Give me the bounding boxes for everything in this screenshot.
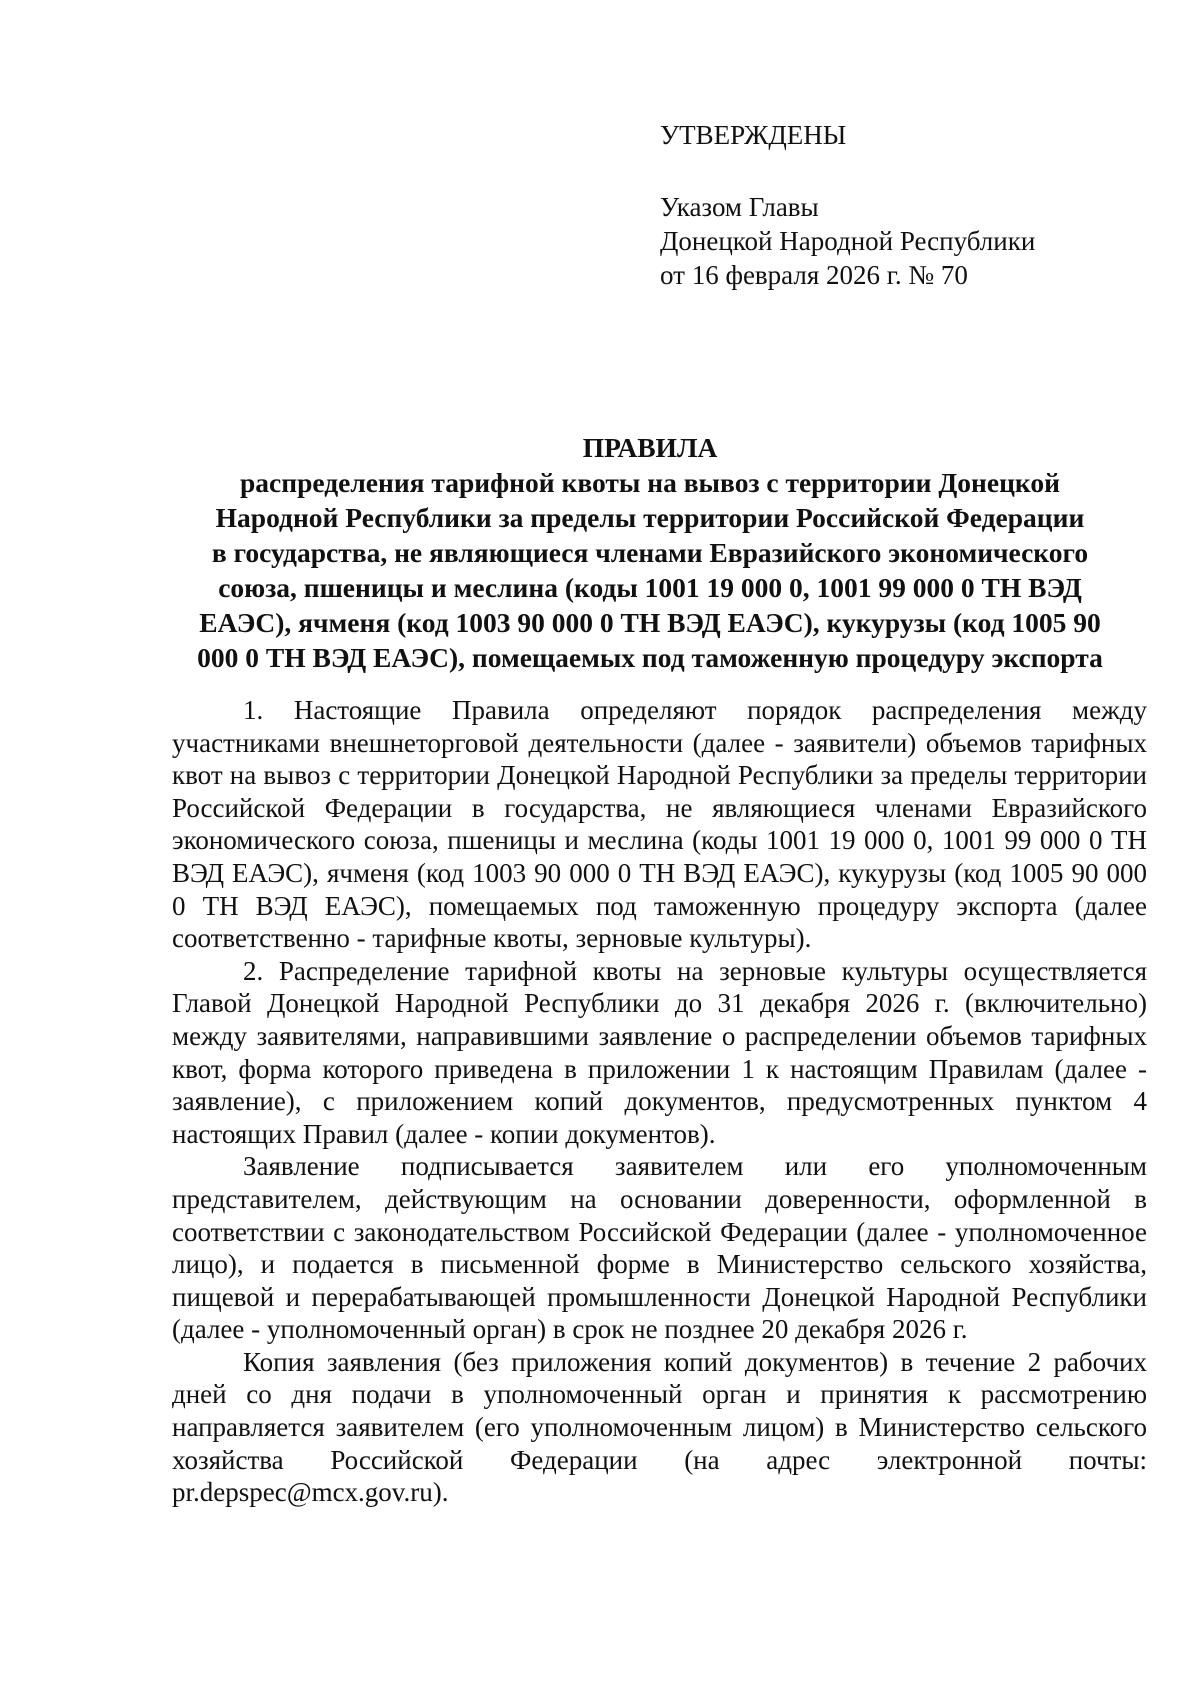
approved-label: УТВЕРЖДЕНЫ bbox=[660, 120, 847, 150]
decree-line: Указом Главы bbox=[660, 192, 819, 222]
title-line: Народной Республики за пределы территории Российской Федерации bbox=[215, 502, 1085, 533]
document-body bbox=[172, 694, 1147, 1509]
title-heading: ПРАВИЛА bbox=[582, 432, 718, 463]
decree-authority-line: Донецкой Народной Республики bbox=[660, 226, 1036, 256]
title-line: распределения тарифной квоты на вывоз с территории Донецкой bbox=[239, 467, 1060, 498]
paragraph-4: Копия заявления (без приложения копий документов) в течение 2 рабочих дней со дня подачи в уполномоченный орган и принятия к рассмотрению направляется заявителем (его уполномоченным лицом) в Министерство сельского хозяйства Российской Федерации (на адрес электронной почты: pr.depspec@mcx.gov.ru). bbox=[172, 1346, 1147, 1508]
document-title bbox=[150, 430, 1150, 675]
title-line: в государства, не являющиеся членами Евразийского экономического bbox=[211, 537, 1089, 568]
approval-stamp bbox=[660, 118, 1120, 292]
paragraph-1: 1. Настоящие Правила определяют порядок распределения между участниками внешнеторговой деятельности (далее - заявители) объемов тарифных квот на вывоз с территории Донецкой Народной Республики за пределы территории Российской Федерации в государства, не являющиеся членами Евразийского экономического союза, пшеницы и меслина (коды 1001 19 000 0, 1001 99 000 0 ТН ВЭД ЕАЭС), ячменя (код 1003 90 000 0 ТН ВЭД ЕАЭС), кукурузы (код 1005 90 000 0 ТН ВЭД ЕАЭС), помещаемых под таможенную процедуру экспорта (далее соответственно - тарифные квоты, зерновые культуры). bbox=[172, 695, 1147, 954]
decree-date-line: от 16 февраля 2026 г. № 70 bbox=[660, 260, 968, 290]
paragraph-3: Заявление подписывается заявителем или его уполномоченным представителем, действующим на основании доверенности, оформленной в соответствии с законодательством Российской Федерации (далее - уполномоченное лицо), и подается в письменной форме в Министерство сельского хозяйства, пищевой и перерабатывающей промышленности Донецкой Народной Республики (далее - уполномоченный орган) в срок не позднее 20 декабря 2026 г. bbox=[172, 1151, 1147, 1345]
title-line: 000 0 ТН ВЭД ЕАЭС), помещаемых под таможенную процедуру экспорта bbox=[197, 642, 1103, 673]
title-line: ЕАЭС), ячменя (код 1003 90 000 0 ТН ВЭД ЕАЭС), кукурузы (код 1005 90 bbox=[199, 607, 1101, 638]
paragraph-2: 2. Распределение тарифной квоты на зерновые культуры осуществляется Главой Донецкой Народной Республики до 31 декабря 2026 г. (включительно) между заявителями, направившими заявление о распределении объемов тарифных квот, форма которого приведена в приложении 1 к настоящим Правилам (далее - заявление), с приложением копий документов, предусмотренных пунктом 4 настоящих Правил (далее - копии документов). bbox=[172, 955, 1147, 1149]
title-line: союза, пшеницы и меслина (коды 1001 19 000 0, 1001 99 000 0 ТН ВЭД bbox=[218, 572, 1082, 603]
